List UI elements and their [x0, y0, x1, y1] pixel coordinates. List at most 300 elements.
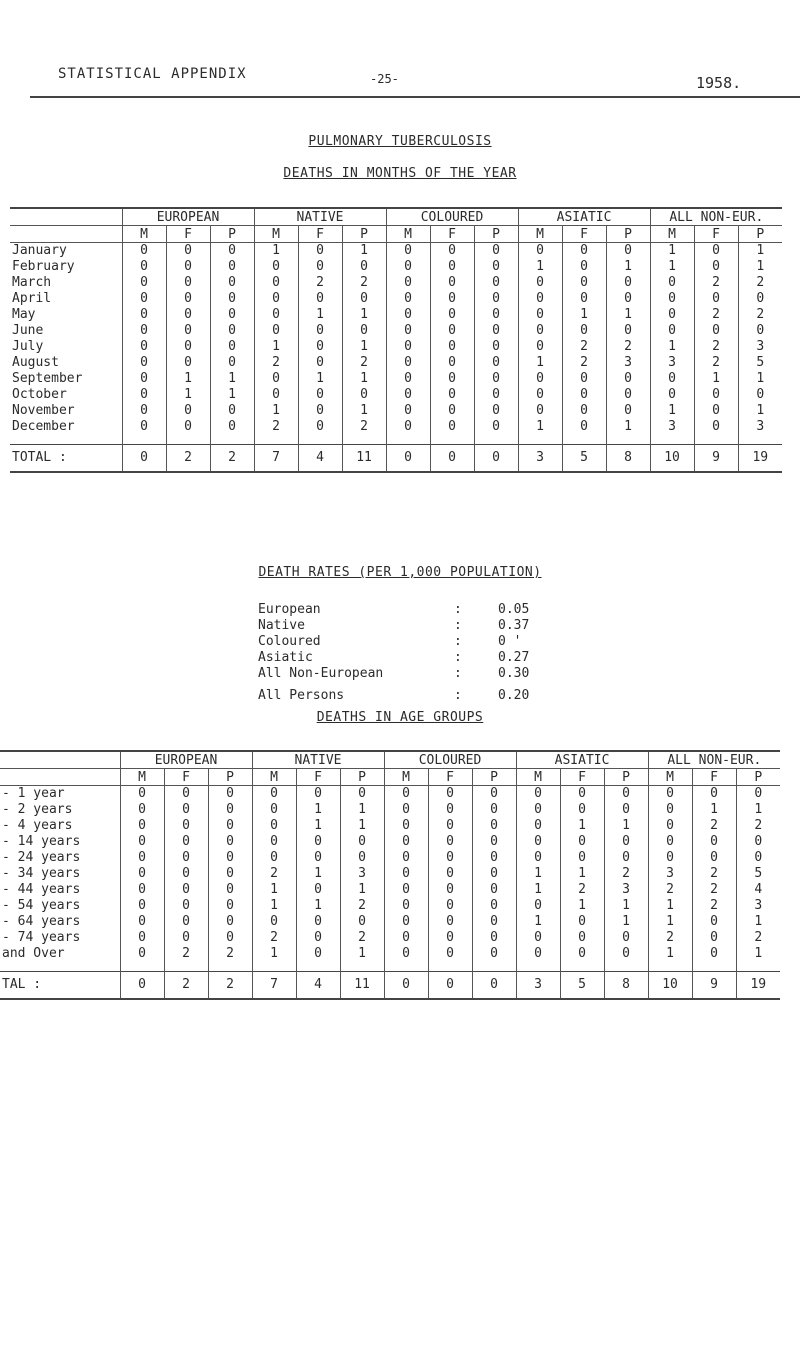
table-cell: 3: [340, 866, 384, 882]
group-header: ALL NON-EUR.: [648, 751, 780, 769]
table-row: [10, 307, 782, 323]
table-cell: 0: [428, 866, 472, 882]
table-cell: 0: [166, 259, 210, 275]
table-cell: 0: [298, 419, 342, 445]
group-header: ALL NON-EUR.: [650, 208, 782, 226]
table-cell: 1: [650, 259, 694, 275]
table-cell: 0: [516, 898, 560, 914]
table-cell: 0: [694, 403, 738, 419]
table-cell: 0: [296, 834, 340, 850]
table-cell: 2: [692, 818, 736, 834]
table-cell: 2: [694, 355, 738, 371]
table-cell: 1: [210, 371, 254, 387]
table-cell: 0: [430, 419, 474, 445]
table-cell: 1: [606, 259, 650, 275]
table-cell: 0: [384, 914, 428, 930]
table-cell: 0: [474, 371, 518, 387]
group-header: NATIVE: [254, 208, 386, 226]
table-cell: 0: [254, 323, 298, 339]
group-header: COLOURED: [384, 751, 516, 769]
death-rate-value: 0.20: [498, 688, 530, 703]
table-cell: 1: [166, 371, 210, 387]
death-rates-list: [258, 602, 529, 704]
table-cell: 0: [386, 259, 430, 275]
row-label: April: [12, 291, 52, 306]
total-cell: 3: [518, 444, 562, 472]
table-cell: 1: [560, 866, 604, 882]
table-cell: 1: [340, 882, 384, 898]
subheader-cell: F: [428, 769, 472, 786]
subheader-cell: M: [252, 769, 296, 786]
table-cell: 0: [208, 850, 252, 866]
table-cell: 1: [606, 419, 650, 445]
table-cell: 0: [650, 387, 694, 403]
death-rate-value: 0.05: [498, 602, 530, 617]
table-row: [0, 946, 780, 972]
total-label: TOTAL :: [10, 444, 122, 472]
table-cell: 0: [650, 323, 694, 339]
total-label: TAL :: [0, 971, 120, 999]
table-cell: 0: [428, 786, 472, 802]
table-row: [0, 882, 780, 898]
table-cell: 0: [430, 291, 474, 307]
table-cell: 1: [516, 914, 560, 930]
death-rate-separator: :: [454, 602, 462, 617]
table-cell: 0: [342, 323, 386, 339]
total-cell: 19: [738, 444, 782, 472]
table-cell: 0: [122, 419, 166, 445]
total-cell: 10: [648, 971, 692, 999]
table-cell: 0: [298, 355, 342, 371]
total-cell: 8: [604, 971, 648, 999]
death-rate-row: [258, 666, 529, 682]
total-cell: 3: [516, 971, 560, 999]
table-row: [0, 850, 780, 866]
table-cell: 1: [296, 802, 340, 818]
death-rate-label: All Persons: [258, 688, 345, 703]
table-cell: 2: [738, 275, 782, 291]
row-label: July: [12, 339, 44, 354]
row-label: August: [12, 355, 59, 370]
subheader-cell: M: [516, 769, 560, 786]
table-cell: 0: [474, 403, 518, 419]
header-rule: [30, 96, 800, 98]
table-cell: 3: [648, 866, 692, 882]
table-cell: 2: [648, 882, 692, 898]
table-cell: 0: [122, 291, 166, 307]
table-cell: 0: [342, 387, 386, 403]
table-cell: 0: [430, 387, 474, 403]
row-label: March: [12, 275, 52, 290]
table-cell: 1: [560, 818, 604, 834]
table-cell: 0: [384, 802, 428, 818]
row-label: - 44 years: [2, 882, 81, 897]
table-cell: 0: [120, 834, 164, 850]
table-cell: 0: [648, 850, 692, 866]
table-cell: 0: [604, 850, 648, 866]
death-rate-label: Native: [258, 618, 305, 633]
table-cell: 0: [692, 914, 736, 930]
row-label: - 24 years: [2, 850, 81, 865]
table-cell: 0: [474, 243, 518, 259]
table-cell: 0: [210, 243, 254, 259]
table-cell: 0: [694, 323, 738, 339]
report-year: 1958.: [696, 74, 742, 92]
table-cell: 0: [604, 802, 648, 818]
table-cell: 0: [122, 243, 166, 259]
total-cell: 2: [166, 444, 210, 472]
table-cell: 0: [692, 946, 736, 972]
table-cell: 1: [648, 946, 692, 972]
group-header: EUROPEAN: [120, 751, 252, 769]
row-label: and Over: [2, 945, 65, 961]
table-cell: 0: [164, 850, 208, 866]
table-row: [10, 403, 782, 419]
table-cell: 0: [518, 323, 562, 339]
death-rate-row: [258, 688, 529, 704]
table-cell: 0: [694, 291, 738, 307]
table-cell: 0: [560, 914, 604, 930]
death-rate-row: [258, 602, 529, 618]
table-cell: 0: [342, 291, 386, 307]
subheader-cell: F: [560, 769, 604, 786]
table-cell: 3: [738, 419, 782, 445]
total-cell: 8: [606, 444, 650, 472]
table-cell: 0: [254, 291, 298, 307]
row-label: - 54 years: [2, 898, 81, 913]
table-cell: 0: [122, 371, 166, 387]
table-cell: 0: [164, 818, 208, 834]
table-cell: 0: [472, 930, 516, 946]
table-cell: 1: [606, 307, 650, 323]
table-row: [10, 243, 782, 259]
table-cell: 0: [562, 259, 606, 275]
table-cell: 0: [386, 355, 430, 371]
table-cell: 2: [648, 930, 692, 946]
table-cell: 0: [472, 946, 516, 972]
table-cell: 0: [340, 914, 384, 930]
table-cell: 2: [738, 307, 782, 323]
table-cell: 0: [606, 291, 650, 307]
total-cell: 5: [560, 971, 604, 999]
table-cell: 0: [254, 387, 298, 403]
table-cell: 2: [694, 275, 738, 291]
total-cell: 7: [252, 971, 296, 999]
row-label: June: [12, 323, 44, 338]
table-row: [0, 914, 780, 930]
table-cell: 0: [648, 802, 692, 818]
months-table: [10, 207, 782, 473]
table-cell: 0: [472, 882, 516, 898]
table-cell: 0: [296, 946, 340, 972]
subheader-cell: F: [166, 226, 210, 243]
table-row: [10, 387, 782, 403]
table-cell: 0: [166, 339, 210, 355]
table-cell: 0: [120, 930, 164, 946]
table-cell: 0: [604, 930, 648, 946]
table-cell: 0: [428, 946, 472, 972]
death-rate-separator: :: [454, 634, 462, 649]
table-cell: 0: [736, 786, 780, 802]
death-rate-separator: :: [454, 618, 462, 633]
table-cell: 0: [430, 371, 474, 387]
table-cell: 2: [164, 946, 208, 972]
death-rate-label: European: [258, 602, 321, 617]
table-cell: 0: [648, 786, 692, 802]
table-cell: 0: [166, 403, 210, 419]
table-cell: 1: [296, 866, 340, 882]
table-cell: 1: [738, 403, 782, 419]
table-cell: 0: [604, 786, 648, 802]
table-cell: 1: [518, 419, 562, 445]
table-cell: 0: [518, 403, 562, 419]
table-cell: 0: [120, 946, 164, 972]
subheader-cell: F: [562, 226, 606, 243]
table-cell: 2: [252, 930, 296, 946]
table-cell: 0: [606, 403, 650, 419]
death-rate-row: [258, 618, 529, 634]
table-cell: 0: [342, 259, 386, 275]
table-cell: 0: [252, 850, 296, 866]
table-cell: 0: [384, 930, 428, 946]
table-cell: 0: [166, 307, 210, 323]
table-cell: 2: [562, 339, 606, 355]
table-cell: 1: [340, 946, 384, 972]
table-row: [0, 802, 780, 818]
table-cell: 1: [342, 403, 386, 419]
table-cell: 1: [694, 371, 738, 387]
subheader-cell: M: [386, 226, 430, 243]
total-cell: 11: [340, 971, 384, 999]
table-cell: 1: [254, 243, 298, 259]
table-row: [10, 339, 782, 355]
row-label: - 1 year: [2, 786, 65, 802]
table-cell: 0: [386, 275, 430, 291]
table-cell: 5: [738, 355, 782, 371]
table-cell: 2: [342, 419, 386, 445]
table-cell: 1: [254, 339, 298, 355]
subheader-cell: P: [472, 769, 516, 786]
death-rate-separator: :: [454, 688, 462, 703]
table-cell: 3: [650, 419, 694, 445]
row-label: October: [12, 387, 67, 402]
table-cell: 0: [122, 275, 166, 291]
table-cell: 2: [736, 930, 780, 946]
table-cell: 0: [208, 882, 252, 898]
table-cell: 0: [164, 914, 208, 930]
subheader-cell: P: [342, 226, 386, 243]
table-cell: 1: [518, 355, 562, 371]
table-cell: 0: [210, 275, 254, 291]
table-cell: 0: [472, 802, 516, 818]
group-header: ASIATIC: [518, 208, 650, 226]
table-cell: 0: [298, 339, 342, 355]
appendix-header: STATISTICAL APPENDIX: [58, 66, 247, 82]
table-cell: 0: [208, 834, 252, 850]
row-label: May: [12, 307, 36, 322]
table-cell: 0: [386, 419, 430, 445]
table-cell: 2: [692, 866, 736, 882]
table-cell: 2: [254, 355, 298, 371]
table-cell: 0: [252, 914, 296, 930]
table-cell: 0: [516, 802, 560, 818]
total-cell: 19: [736, 971, 780, 999]
table-cell: 3: [604, 882, 648, 898]
table-cell: 0: [384, 898, 428, 914]
subheader-cell: P: [210, 226, 254, 243]
group-header: NATIVE: [252, 751, 384, 769]
table-cell: 0: [736, 850, 780, 866]
subheader-cell: P: [606, 226, 650, 243]
table-cell: 0: [164, 882, 208, 898]
table-cell: 1: [738, 259, 782, 275]
table-cell: 2: [342, 275, 386, 291]
table-cell: 1: [298, 371, 342, 387]
total-cell: 2: [164, 971, 208, 999]
table-cell: 1: [604, 898, 648, 914]
table-cell: 0: [164, 866, 208, 882]
total-row: [0, 971, 780, 999]
table-cell: 0: [254, 371, 298, 387]
table-cell: 0: [428, 802, 472, 818]
table-cell: 0: [386, 307, 430, 323]
subheader-cell: F: [164, 769, 208, 786]
table-cell: 2: [342, 355, 386, 371]
table-cell: 0: [562, 403, 606, 419]
table-cell: 0: [650, 275, 694, 291]
table-cell: 0: [340, 834, 384, 850]
table-cell: 1: [342, 339, 386, 355]
table-cell: 0: [298, 323, 342, 339]
table-cell: 0: [474, 419, 518, 445]
row-label: January: [12, 243, 67, 259]
total-cell: 0: [122, 444, 166, 472]
table-cell: 0: [164, 898, 208, 914]
table-cell: 0: [428, 898, 472, 914]
row-label: September: [12, 371, 83, 386]
table-cell: 1: [604, 914, 648, 930]
table-cell: 0: [298, 403, 342, 419]
table-cell: 0: [386, 243, 430, 259]
table-cell: 0: [474, 259, 518, 275]
table-cell: 2: [298, 275, 342, 291]
row-label: - 64 years: [2, 914, 81, 929]
table-cell: 0: [560, 786, 604, 802]
table-cell: 0: [738, 387, 782, 403]
table-cell: 1: [252, 898, 296, 914]
total-cell: 11: [342, 444, 386, 472]
table-cell: 0: [298, 291, 342, 307]
table-cell: 1: [648, 898, 692, 914]
table-cell: 0: [518, 291, 562, 307]
table-cell: 0: [562, 371, 606, 387]
table-row: [0, 786, 780, 802]
table-cell: 0: [474, 355, 518, 371]
table-cell: 0: [516, 786, 560, 802]
table-cell: 0: [472, 818, 516, 834]
table-cell: 2: [694, 339, 738, 355]
table-cell: 0: [606, 275, 650, 291]
table-cell: 0: [210, 355, 254, 371]
table-cell: 0: [560, 834, 604, 850]
subheader-cell: M: [122, 226, 166, 243]
table-cell: 0: [210, 291, 254, 307]
subheader-cell: P: [738, 226, 782, 243]
table-cell: 0: [210, 323, 254, 339]
table-cell: 0: [472, 866, 516, 882]
table-cell: 2: [252, 866, 296, 882]
table-cell: 0: [472, 850, 516, 866]
table-cell: 2: [562, 355, 606, 371]
table-row: [10, 371, 782, 387]
table-cell: 1: [650, 403, 694, 419]
table-cell: 1: [252, 882, 296, 898]
table-cell: 0: [384, 946, 428, 972]
table-cell: 2: [606, 339, 650, 355]
table-cell: 0: [254, 307, 298, 323]
subheader-cell: P: [208, 769, 252, 786]
table-cell: 0: [606, 243, 650, 259]
total-cell: 0: [384, 971, 428, 999]
table-cell: 0: [208, 898, 252, 914]
row-label: November: [12, 403, 75, 418]
total-cell: 0: [474, 444, 518, 472]
table-cell: 0: [738, 291, 782, 307]
total-row: [10, 444, 782, 472]
table-row: [10, 419, 782, 445]
total-cell: 4: [298, 444, 342, 472]
table-cell: 1: [738, 371, 782, 387]
table-cell: 0: [430, 339, 474, 355]
table-cell: 0: [298, 243, 342, 259]
table-cell: 0: [296, 786, 340, 802]
table-cell: 0: [386, 387, 430, 403]
table-cell: 0: [210, 403, 254, 419]
table-cell: 3: [650, 355, 694, 371]
table-cell: 0: [296, 930, 340, 946]
table-cell: 0: [648, 818, 692, 834]
table-row: [0, 834, 780, 850]
main-title: PULMONARY TUBERCULOSIS: [308, 134, 492, 149]
table-cell: 0: [384, 818, 428, 834]
subheader-cell: M: [384, 769, 428, 786]
row-label: December: [12, 418, 75, 434]
total-cell: 9: [692, 971, 736, 999]
table-cell: 0: [298, 387, 342, 403]
table-cell: 0: [296, 882, 340, 898]
age-groups-title: DEATHS IN AGE GROUPS: [316, 710, 484, 725]
table-cell: 0: [120, 866, 164, 882]
subheader-cell: F: [694, 226, 738, 243]
table-cell: 0: [430, 323, 474, 339]
table-cell: 2: [254, 419, 298, 445]
table-cell: 1: [562, 307, 606, 323]
table-cell: 1: [692, 802, 736, 818]
table-cell: 0: [518, 243, 562, 259]
table-cell: 0: [606, 323, 650, 339]
table-cell: 5: [736, 866, 780, 882]
total-cell: 9: [694, 444, 738, 472]
corner-cell: [10, 226, 122, 243]
table-cell: 0: [562, 323, 606, 339]
table-cell: 1: [736, 946, 780, 972]
table-cell: 1: [736, 914, 780, 930]
table-cell: 2: [560, 882, 604, 898]
table-cell: 0: [164, 802, 208, 818]
table-cell: 1: [560, 898, 604, 914]
total-cell: 0: [386, 444, 430, 472]
table-row: [10, 259, 782, 275]
